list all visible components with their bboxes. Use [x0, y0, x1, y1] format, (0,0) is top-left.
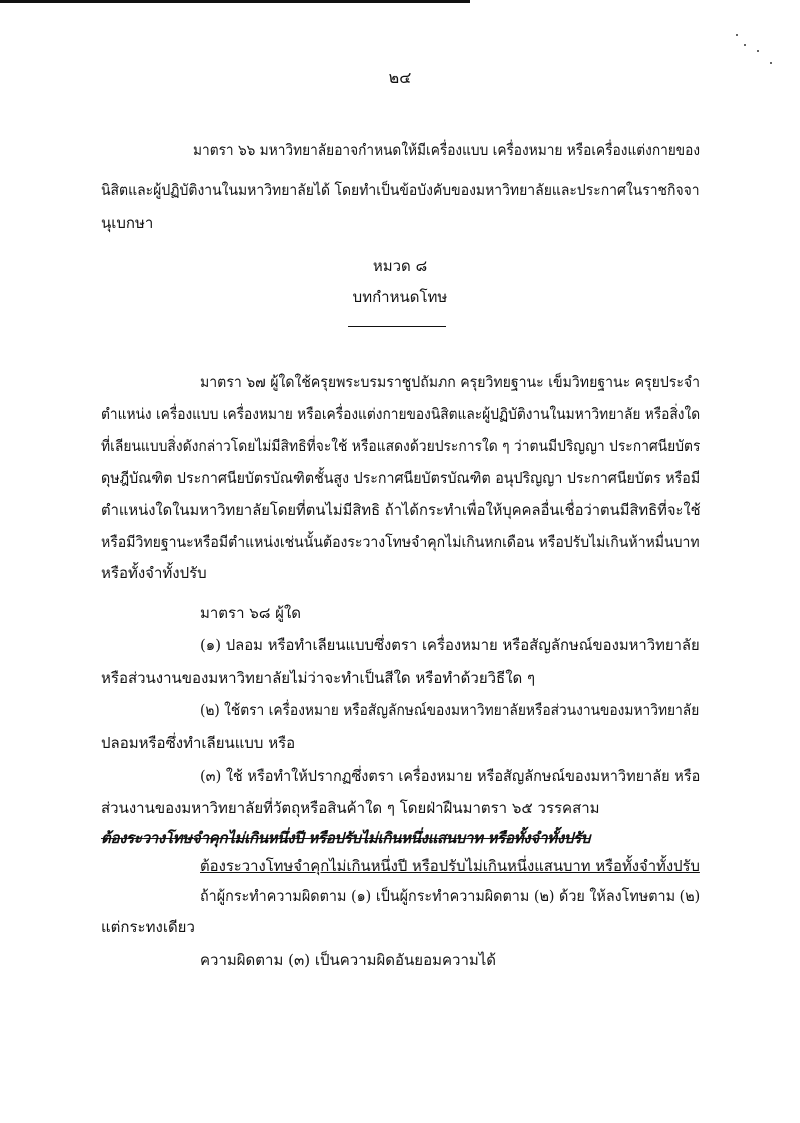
scan-speck — [736, 34, 738, 36]
section-68-item-2-line-2: ปลอมหรือซึ่งทำเลียนแบบ หรือ — [101, 734, 296, 752]
section-67-line-7: หรือทั้งจำทั้งปรับ — [101, 564, 207, 582]
struck-penalty-text: ต้องระวางโทษจำคุกไม่เกินหนึ่งปี หรือปรับไม่เกินหนึ่งแสนบาท หรือทั้งจำทั้งปรับ — [101, 829, 591, 847]
section-67-line-4: ดุษฎีบัณฑิต ประกาศนียบัตรบัณฑิตชั้นสูง ประกาศนียบัตรบัณฑิต อนุปริญญา ประกาศนียบัตร หรือมี — [101, 469, 701, 487]
penalty-text: ต้องระวางโทษจำคุกไม่เกินหนึ่งปี หรือปรับไม่เกินหนึ่งแสนบาท หรือทั้งจำทั้งปรับ — [200, 857, 700, 875]
page-number: ๒๔ — [388, 68, 412, 87]
compoundable-offence: ความผิดตาม (๓) เป็นความผิดอันยอมความได้ — [200, 951, 497, 969]
section-66-line-1: มาตรา ๖๖ มหาวิทยาลัยอาจกำหนดให้มีเครื่องแบบ เครื่องหมาย หรือเครื่องแต่งกายของ — [193, 141, 701, 159]
scan-speck — [744, 44, 746, 46]
scan-speck — [757, 50, 759, 52]
section-66-line-2: นิสิตและผู้ปฏิบัติงานในมหาวิทยาลัยได้ โดยทำเป็นข้อบังคับของมหาวิทยาลัยและประกาศในราชกิจจา — [101, 181, 700, 199]
section-67-line-6: หรือมีวิทยฐานะหรือมีตำแหน่งเช่นนั้นต้องระวางโทษจำคุกไม่เกินหกเดือน หรือปรับไม่เกินห้าหมื่นบาท — [101, 533, 700, 551]
section-66-line-3: นุเบกษา — [101, 214, 154, 232]
combined-offence-line-1: ถ้าผู้กระทำความผิดตาม (๑) เป็นผู้กระทำความผิดตาม (๒) ด้วย ให้ลงโทษตาม (๒) — [200, 887, 701, 905]
chapter-number: หมวด ๘ — [372, 257, 428, 275]
section-67-line-2: ตำแหน่ง เครื่องแบบ เครื่องหมาย หรือเครื่องแต่งกายของนิสิตและผู้ปฏิบัติงานในมหาวิทยาลัย หรือสิ่งใด — [101, 405, 701, 423]
section-67-line-3: ที่เลียนแบบสิ่งดังกล่าวโดยไม่มีสิทธิที่จะใช้ หรือแสดงด้วยประการใด ๆ ว่าตนมีปริญญา ประกาศนียบัตร — [101, 437, 701, 455]
section-68-item-1-line-1: (๑) ปลอม หรือทำเลียนแบบซึ่งตรา เครื่องหมาย หรือสัญลักษณ์ของมหาวิทยาลัย — [200, 636, 700, 654]
section-67-line-1: มาตรา ๖๗ ผู้ใดใช้ครุยพระบรมราชูปถัมภก ครุยวิทยฐานะ เข็มวิทยฐานะ ครุยประจำ — [200, 373, 701, 391]
section-68-item-2-line-1: (๒) ใช้ตรา เครื่องหมาย หรือสัญลักษณ์ของมหาวิทยาลัยหรือส่วนงานของมหาวิทยาลัย — [200, 701, 700, 719]
section-68-item-3-line-2: ส่วนงานของมหาวิทยาลัยที่วัตถุหรือสินค้าใด ๆ โดยฝ่าฝืนมาตรา ๖๕ วรรคสาม — [101, 799, 600, 817]
combined-offence-line-2: แต่กระทงเดียว — [101, 918, 195, 936]
section-68-item-3-line-1: (๓) ใช้ หรือทำให้ปรากฏซึ่งตรา เครื่องหมาย หรือสัญลักษณ์ของมหาวิทยาลัย หรือ — [200, 767, 701, 785]
section-68-heading: มาตรา ๖๘ ผู้ใด — [200, 604, 302, 622]
section-68-item-1-line-2: หรือส่วนงานของมหาวิทยาลัยไม่ว่าจะทำเป็นสีใด หรือทำด้วยวิธีใด ๆ — [101, 669, 536, 687]
chapter-title: บทกำหนดโทษ — [352, 288, 448, 306]
scan-top-edge-line — [0, 0, 470, 3]
chapter-divider — [348, 326, 446, 327]
section-67-line-5: ตำแหน่งใดในมหาวิทยาลัยโดยที่ตนไม่มีสิทธิ ถ้าได้กระทำเพื่อให้บุคคลอื่นเชื่อว่าตนมีสิทธิที่จะใช้ — [101, 501, 701, 519]
scan-speck — [770, 62, 772, 64]
